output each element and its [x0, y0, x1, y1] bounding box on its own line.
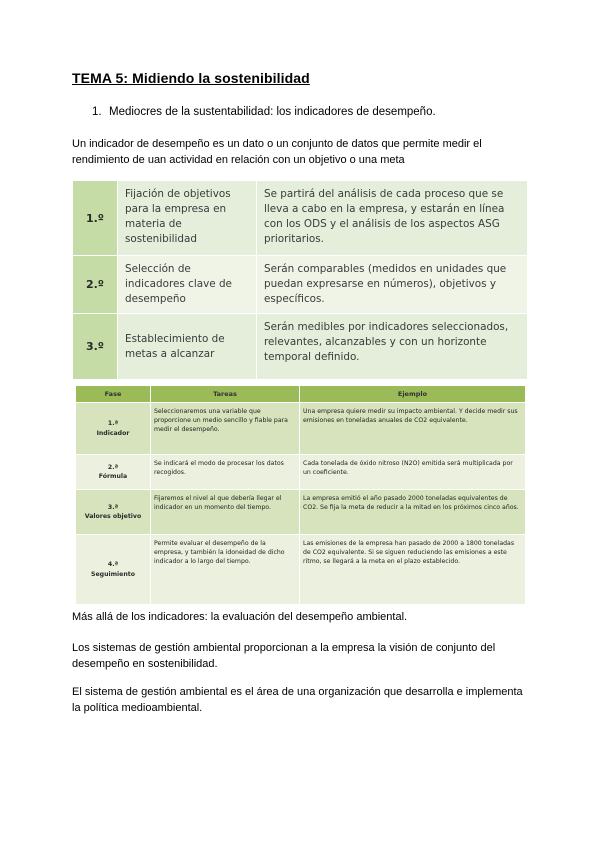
steps-row	[73, 314, 528, 380]
section-heading-text: Más allá de los indicadores: la evaluación del desempeño ambiental.	[72, 611, 408, 623]
step-number: 3.º	[73, 314, 118, 380]
header-tareas: Tareas	[151, 386, 300, 403]
task-cell: Seleccionaremos una variable que proporcione un medio sencillo y fiable para medir el desempeño.	[151, 403, 300, 455]
step-name: Establecimiento de metas a alcanzar	[118, 314, 257, 380]
list-item-text: Mediocres de la sustentabilidad: los indicadores de desempeño.	[109, 106, 436, 118]
phase-cell	[76, 455, 151, 490]
step-number: 2.º	[73, 256, 118, 314]
steps-row	[73, 181, 528, 256]
table-row	[76, 490, 526, 535]
phases-table	[75, 385, 526, 605]
steps-row	[73, 256, 528, 314]
page-title: TEMA 5: Midiendo la sostenibilidad	[72, 70, 310, 86]
phase-name: Valores objetivo	[84, 513, 142, 520]
phase-number: 1.ª	[107, 420, 119, 428]
example-cell: Una empresa quiere medir su impacto ambiental. Y decide medir sus emisiones en toneladas anuales de CO2 equivalente.	[300, 403, 526, 455]
intro-paragraph: Un indicador de desempeño es un dato o un conjunto de datos que permite medir el rendimiento de uan actividad en relación con un objetivo o una meta	[72, 138, 482, 166]
body-paragraph: El sistema de gestión ambiental es el área de una organización que desarrolla e implementa la política medioambiental.	[72, 686, 523, 714]
phase-cell	[76, 403, 151, 455]
step-description: Serán medibles por indicadores seleccionados, relevantes, alcanzables y con un horizonte temporal definido.	[257, 314, 528, 380]
phase-cell	[76, 535, 151, 605]
header-ejemplo: Ejemplo	[300, 386, 526, 403]
body-paragraph: Los sistemas de gestión ambiental proporcionan a la empresa la visión de conjunto del desempeño en sostenibilidad.	[72, 642, 496, 670]
example-cell: Las emisiones de la empresa han pasado de 2000 a 1800 toneladas de CO2 equivalente. Si se siguen reduciendo las emisiones a este ritmo, se llegará a la meta en el plazo establecido.	[300, 535, 526, 605]
list-number: 1.	[92, 106, 102, 118]
task-cell: Fijaremos el nivel al que debería llegar el indicador en un momento del tiempo.	[151, 490, 300, 535]
table-row	[76, 455, 526, 490]
phases-header-row	[76, 386, 526, 403]
phase-number: 3.ª	[107, 503, 119, 511]
steps-table	[72, 180, 528, 380]
table-row	[76, 403, 526, 455]
example-cell: La empresa emitió el año pasado 2000 toneladas equivalentes de CO2. Se fija la meta de reducir a la mitad en los próximos cinco años.	[300, 490, 526, 535]
phase-number: 2.ª	[107, 463, 119, 471]
step-name: Fijación de objetivos para la empresa en materia de sostenibilidad	[118, 181, 257, 256]
table-row	[76, 535, 526, 605]
phase-name: Fórmula	[98, 473, 128, 480]
header-fase: Fase	[76, 386, 151, 403]
step-description: Se partirá del análisis de cada proceso que se lleva a cabo en la empresa, y estarán en línea con los ODS y el análisis de los aspectos ASG prioritarios.	[257, 181, 528, 256]
step-name: Selección de indicadores clave de desempeño	[118, 256, 257, 314]
task-cell: Permite evaluar el desempeño de la empresa, y también la idoneidad de dicho indicador a lo largo del tiempo.	[151, 535, 300, 605]
step-description: Serán comparables (medidos en unidades que puedan expresarse en números), objetivos y específicos.	[257, 256, 528, 314]
phase-name: Indicador	[96, 429, 130, 437]
example-cell: Cada tonelada de óxido nitroso (N2O) emitida será multiplicada por un coeficiente.	[300, 455, 526, 490]
step-number: 1.º	[73, 181, 118, 256]
task-cell: Se indicará el modo de procesar los datos recogidos.	[151, 455, 300, 490]
phase-cell	[76, 490, 151, 535]
phase-number: 4.ª	[107, 561, 119, 569]
phase-name: Seguimiento	[91, 570, 135, 578]
list-item	[92, 106, 436, 118]
